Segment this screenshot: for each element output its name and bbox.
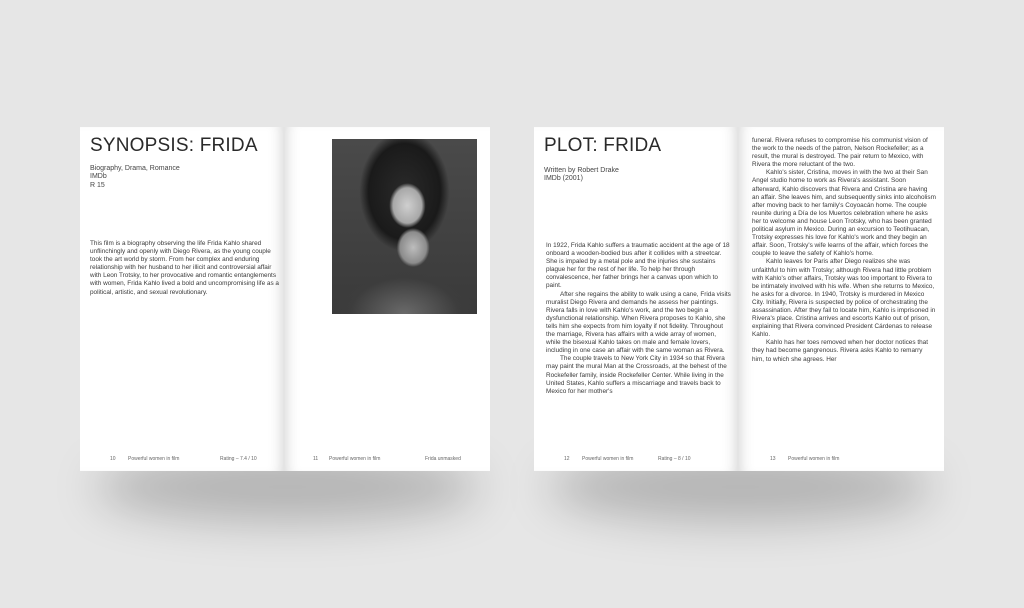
plot-paragraph: Kahlo has her toes removed when her doctor notices that they had become gangrenous. Rivera asks Kahlo to remarry him, to which she agrees. Her [752, 339, 928, 363]
synopsis-paragraph: This film is a biography observing the life Frida Kahlo shared unflinchingly and openly with Diego Rivera, as the young couple took the art world by storm. From her complex and enduring relationship with her husband to her illicit and controversial affair with Leon Trotsky, to her provocative and romantic entanglements with women, Frida Kahlo lived a bold and uncompromising life as a political, artistic, and sexual revolutionary. [90, 240, 279, 296]
plot-meta [544, 167, 619, 184]
rating-text: Rating – 8 / 10 [658, 456, 691, 462]
plot-body [546, 242, 732, 396]
page-number: 11 [313, 456, 319, 462]
publication-name: Powerful women in film [582, 456, 634, 462]
page-number: 10 [110, 456, 116, 462]
source-text: IMDb [90, 173, 107, 181]
genre-text: Biography, Drama, Romance [90, 165, 180, 172]
portrait-photo [332, 139, 477, 314]
plot-paragraph: In 1922, Frida Kahlo suffers a traumatic accident at the age of 18 onboard a wooden-bodied bus after it collides with a streetcar. She is impaled by a metal pole and the injuries she sustains plague her for the rest of her life. To help her through convalescence, her father brings her a canvas upon which to paint. [546, 242, 730, 290]
author-text: Written by Robert Drake [544, 167, 619, 174]
plot-paragraph: funeral. Rivera refuses to compromise his communist vision of the work to the needs of the patron, Nelson Rockefeller; as a result, the mural is destroyed. The pair return to Mexico, with Rivera the more reluctant of the two. [752, 137, 928, 169]
rating-text: Rating – 7.4 / 10 [220, 456, 257, 462]
publication-name: Powerful women in film [788, 456, 840, 462]
synopsis-page [80, 127, 284, 471]
plot-body-continued [752, 137, 936, 364]
photo-page [284, 127, 490, 471]
film-meta [90, 165, 180, 190]
plot-paragraph: Kahlo's sister, Cristina, moves in with the two at their San Angel studio home to work as Rivera's assistant. Soon afterward, Kahlo discovers that Rivera and Cristina are having an affair. She leaves him, and subsequently sinks into alcoholism after moving back to her family's Coyoacán home. The couple reunite during a Día de los Muertos celebration where he asks her to welcome and house Leon Trotsky, who has been granted political asylum in Mexico. During an excursion to Teotihuacan, Trotsky expresses his love for Kahlo's work and they begin an affair. Soon, Trotsky's wife learns of the affair, which forces the couple to leave the safety of Kahlo's home. [752, 169, 936, 258]
plot-paragraph: The couple travels to New York City in 1934 so that Rivera may paint the mural Man at the Crossroads, at the behest of the Rockefeller family, inside Rockefeller Center. While living in the United States, Kahlo suffers a miscarriage and travels back to Mexico for her mother's [546, 355, 727, 395]
plot-paragraph: After she regains the ability to walk using a cane, Frida visits muralist Diego Rivera and demands he assess her paintings. Rivera falls in love with Kahlo's work, and the two begin a dysfunctional relationship. When Rivera proposes to Kahlo, she tells him she expects from him loyalty if not fidelity. Throughout the marriage, Rivera has affairs with a wide array of women, while the bisexual Kahlo takes on male and female lovers, including in one case an affair with the same woman as Rivera. [546, 290, 731, 355]
publication-name: Powerful women in film [128, 456, 180, 462]
source-text: IMDb (2001) [544, 175, 583, 183]
page-number: 13 [770, 456, 776, 462]
page-title: SYNOPSIS: FRIDA [90, 135, 258, 156]
plot-paragraph: Kahlo leaves for Paris after Diego realizes she was unfaithful to him with Trotsky; although Rivera had little problem with Kahlo's other affairs, Trotsky was too important to Rivera to be intimately involved with his wife. When she returns to Mexico, he asks for a divorce. In 1940, Trotsky is murdered in Mexico City. Initially, Rivera is suspected by police of orchestrating the assassination. After they fail to locate him, Kahlo is imprisoned in Rivera's place. Cristina arrives and escorts Kahlo out of prison, explaining that Rivera convinced President Cárdenas to release Kahlo. [752, 258, 936, 339]
rating-class-text: R 15 [90, 181, 105, 189]
plot-page-right [738, 127, 944, 471]
page-title: PLOT: FRIDA [544, 135, 662, 156]
publication-name: Powerful women in film [329, 456, 381, 462]
synopsis-body [90, 240, 280, 297]
plot-page-left [534, 127, 738, 471]
section-name: Frida unmasked [425, 456, 461, 462]
page-number: 12 [564, 456, 570, 462]
